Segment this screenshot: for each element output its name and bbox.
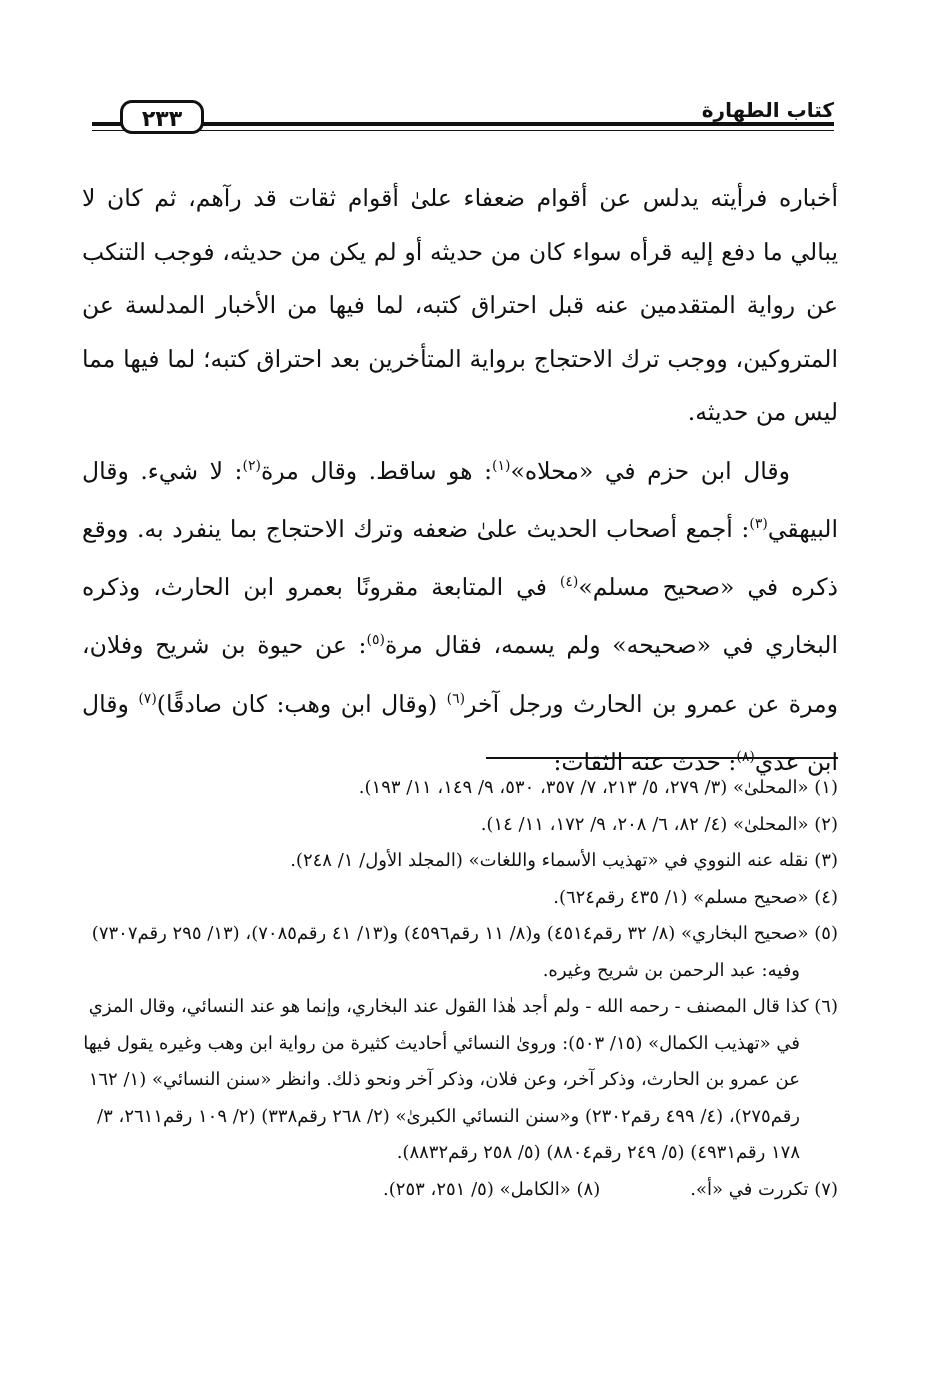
text-run: (وقال ابن وهب: كان صادقًا) [156, 689, 447, 718]
footnote-3: (٣) نقله عنه النووي في «تهذيب الأسماء واللغات» (المجلد الأول/ ١/ ٢٤٨). [290, 850, 838, 871]
footnote-5: (٥) «صحيح البخاري» (٨/ ٣٢ رقم٤٥١٤) و(٨/ ١١ رقم٤٥٩٦) و(١٣/ ٤١ رقم٧٠٨٥)، (١٣/ ٢٩٥ رقم٧٣٠٧) وفيه: عبد الرحمن بن شريح وغيره. [91, 923, 838, 981]
text-run: في المتابعة مقرونًا بعمرو ابن الحارث، وذكره البخاري في «صحيحه» ولم يسمه، فقال مرة [82, 572, 838, 660]
footnote-1: (١) «المحلىٰ» (٣/ ٢٧٩، ٥/ ٢١٣، ٧/ ٣٥٧، ٥٣٠، ٩/ ١٤٩، ١١/ ١٩٣). [358, 777, 838, 798]
footnote-ref-4: (٤) [559, 574, 579, 591]
footnote-ref-1: (١) [492, 457, 511, 474]
footnote-ref-8: (٨) [736, 749, 755, 766]
footnote-2: (٢) «المحلىٰ» (٤/ ٨٢، ٦/ ٢٠٨، ٩/ ١٧٢، ١١/ ١٤). [480, 813, 838, 835]
text-run: : عن حيوة بن شريح وفلان، ومرة عن عمرو بن الحارث ورجل آخر [82, 631, 838, 718]
footnote-4: (٤) «صحيح مسلم» (١/ ٤٣٥ رقم٦٢٤). [553, 886, 838, 908]
page-header [92, 92, 834, 142]
footnote-ref-7: (٧) [138, 690, 157, 707]
footnote-7: (٧) تكررت في «أ». [690, 1178, 838, 1200]
text-run: : هو ساقط. وقال مرة [260, 456, 492, 485]
text-run: وقال ابن عدي [82, 689, 838, 776]
footnote-row [82, 1172, 838, 1209]
footnote-ref-5: (٥) [366, 632, 385, 649]
page-number: ٢٣٣ [120, 100, 204, 134]
text-run: : أجمع أصحاب الحديث علىٰ ضعفه وترك الاحتجاج بما ينفرد به. ووقع ذكره في «صحيح مسلم» [82, 514, 838, 601]
paragraph-1: أخباره فرأيته يدلس عن أقوام ضعفاء علىٰ أقوام ثقات قد رآهم، ثم كان لا يبالي ما دفع إليه قرأه سواء كان من حديثه أو لم يكن من حديثه، فوجب التنكب عن رواية المتقدمين عنه قبل احتراق كتبه، لما فيها من الأخبار المدلسة عن المتروكين، ووجب ترك الاحتجاج برواية المتأخرين بعد احتراق كتبه؛ لما فيها مما ليس من حديثه. [82, 184, 838, 426]
header-thin-rule [92, 130, 834, 131]
running-title: كتاب الطهارة [701, 98, 834, 122]
footnote-ref-2: (٢) [242, 457, 261, 474]
main-text [82, 172, 838, 789]
text-run: : حدث عنه الثقات: [553, 747, 737, 776]
footnote-6: (٦) كذا قال المصنف - رحمه الله - ولم أجد هٰذا القول عند البخاري، وإنما هو عند النسائي، وقال المزي في «تهذيب الكمال» (١٥/ ٥٠٣): وروىٰ النسائي أحاديث كثيرة من رواية ابن وهب وغيره يقول فيها عن عمرو بن الحارث، وذكر آخر، وعن فلان، وذكر آخر ونحو ذلك. وانظر «سنن النسائي» (١/ ١٦٢ رقم٢٧٥)، (٤/ ٤٩٩ رقم٢٣٠٢) و«سنن النسائي الكبرىٰ» (٢/ ٢٦٨ رقم٣٣٨) (٢/ ١٠٩ رقم٢٦١١، ٣/ ١٧٨ رقم٤٩٣١) (٥/ ٢٤٩ رقم٨٨٠٤) (٥/ ٢٥٨ رقم٨٨٣٢). [83, 996, 838, 1163]
paragraph-2 [82, 440, 838, 790]
footnote-ref-6: (٦) [446, 690, 466, 707]
footnotes [82, 770, 838, 1208]
footnote-separator [486, 757, 838, 759]
footnote-8: (٨) «الكامل» (٥/ ٢٥١، ٢٥٣). [383, 1178, 601, 1200]
text-run: : لا شيء. وقال البيهقي [82, 456, 838, 543]
footnote-ref-3: (٣) [749, 515, 768, 532]
text-run: وقال ابن حزم في «محلاه» [510, 456, 791, 485]
